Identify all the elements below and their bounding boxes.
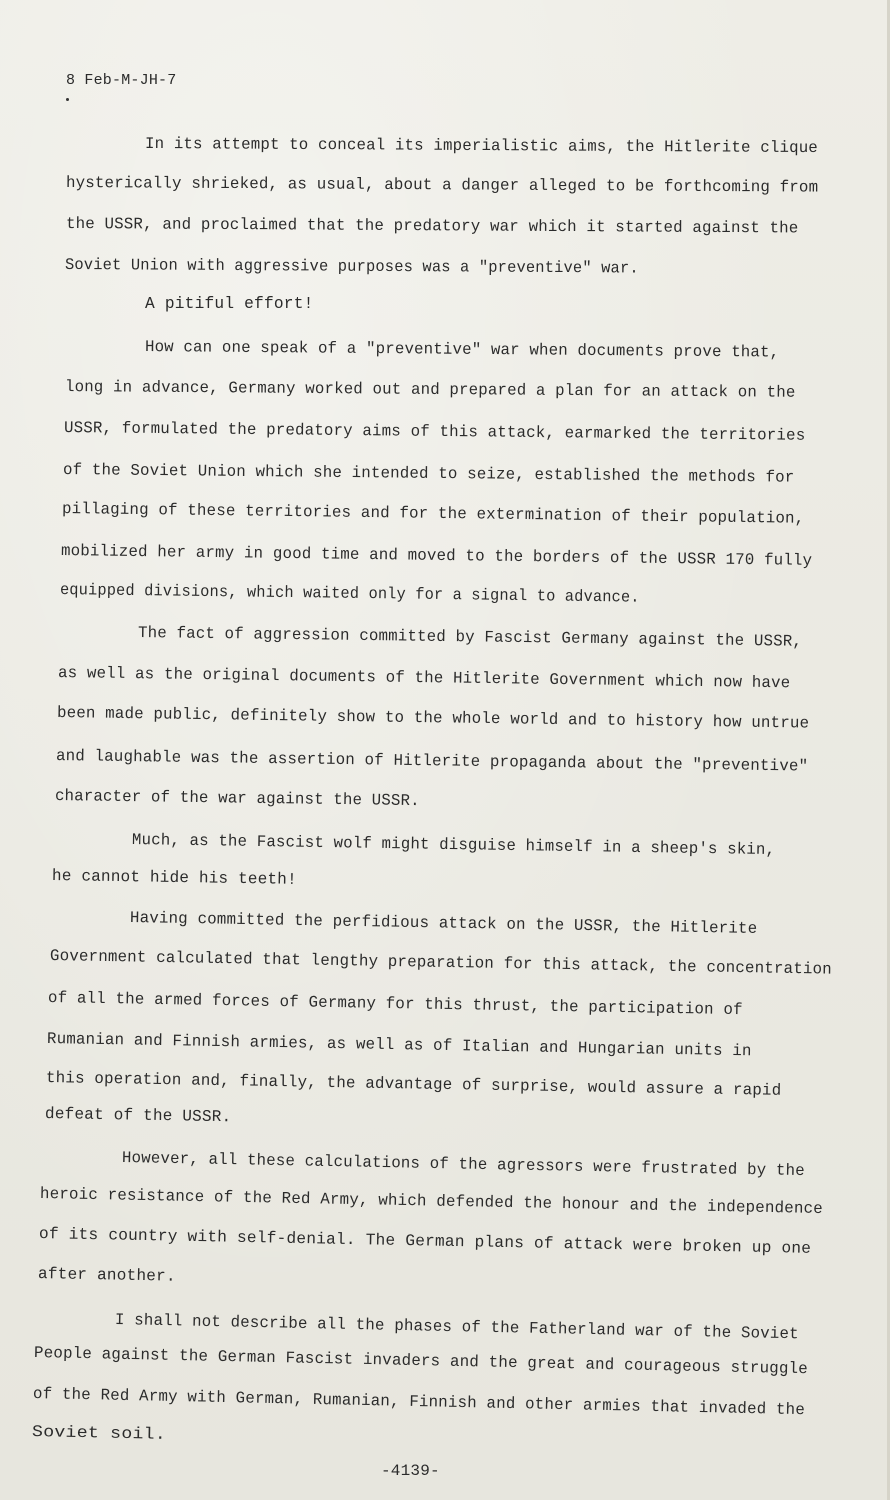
text-line: equipped divisions, which waited only for a signal to advance. xyxy=(59,581,640,607)
text-line: after another. xyxy=(37,1265,176,1286)
text-line: hysterically shrieked, as usual, about a danger alleged to be forthcoming from xyxy=(65,174,819,197)
text-line: heroic resistance of the Red Army, which defended the honour and the independence xyxy=(39,1185,824,1219)
text-line: this operation and, finally, the advantage of surprise, would assure a rapid xyxy=(45,1069,782,1100)
text-line: Soviet soil. xyxy=(31,1423,167,1444)
text-line: of the Red Army with German, Rumanian, Finnish and other armies that invaded the xyxy=(32,1385,806,1420)
text-line: A pitiful effort! xyxy=(145,295,314,313)
text-line: character of the war against the USSR. xyxy=(54,787,420,811)
text-line: I shall not describe all the phases of the Fatherland war of the Soviet xyxy=(114,1311,799,1344)
text-line: However, all these calculations of the agressors were frustrated by the xyxy=(121,1149,805,1181)
text-line: Having committed the perfidious attack on the USSR, the Hitlerite xyxy=(129,909,758,938)
text-line: Much, as the Fascist wolf might disguise himself in a sheep's skin, xyxy=(131,831,776,860)
text-line: People against the German Fascist invaders and the great and courageous struggle xyxy=(33,1344,809,1379)
text-line: he cannot hide his teeth! xyxy=(51,867,297,889)
text-line: How can one speak of a "preventive" war when documents prove that, xyxy=(144,338,780,362)
text-line: Government calculated that lengthy preparation for this attack, the concentration xyxy=(49,947,833,979)
page-number: -4139- xyxy=(381,1462,440,1480)
ink-dot xyxy=(66,98,69,101)
page-header: 8 Feb-M-JH-7 xyxy=(66,72,177,89)
text-line: USSR, formulated the predatory aims of this attack, earmarked the territories xyxy=(63,419,806,445)
text-line: and laughable was the assertion of Hitlerite propaganda about the "preventive" xyxy=(55,747,809,776)
text-line: In its attempt to conceal its imperialistic aims, the Hitlerite clique xyxy=(144,135,819,158)
text-line: Rumanian and Finnish armies, as well as of Italian and Hungarian units in xyxy=(46,1030,752,1061)
text-line: of all the armed forces of Germany for this thrust, the participation of xyxy=(47,989,743,1020)
text-line: as well as the original documents of the Hitlerite Government which now have xyxy=(57,664,791,693)
text-line: pillaging of these territories and for the extermination of their population, xyxy=(61,500,805,528)
text-line: of the Soviet Union which she intended to seize, established the methods for xyxy=(62,461,795,487)
text-line: long in advance, Germany worked out and prepared a plan for an attack on the xyxy=(64,378,796,402)
text-line: Soviet Union with aggressive purposes was a "preventive" war. xyxy=(64,256,639,278)
text-line: the USSR, and proclaimed that the predatory war which it started against the xyxy=(65,215,799,238)
text-line: mobilized her army in good time and moved to the borders of the USSR 170 fully xyxy=(60,542,813,570)
text-line: defeat of the USSR. xyxy=(44,1105,232,1127)
text-line: The fact of aggression committed by Fascist Germany against the USSR, xyxy=(137,624,803,651)
text-line: been made public, definitely show to the whole world and to history how untrue xyxy=(56,704,810,733)
text-line: of its country with self-denial. The German plans of attack were broken up one xyxy=(38,1225,812,1258)
